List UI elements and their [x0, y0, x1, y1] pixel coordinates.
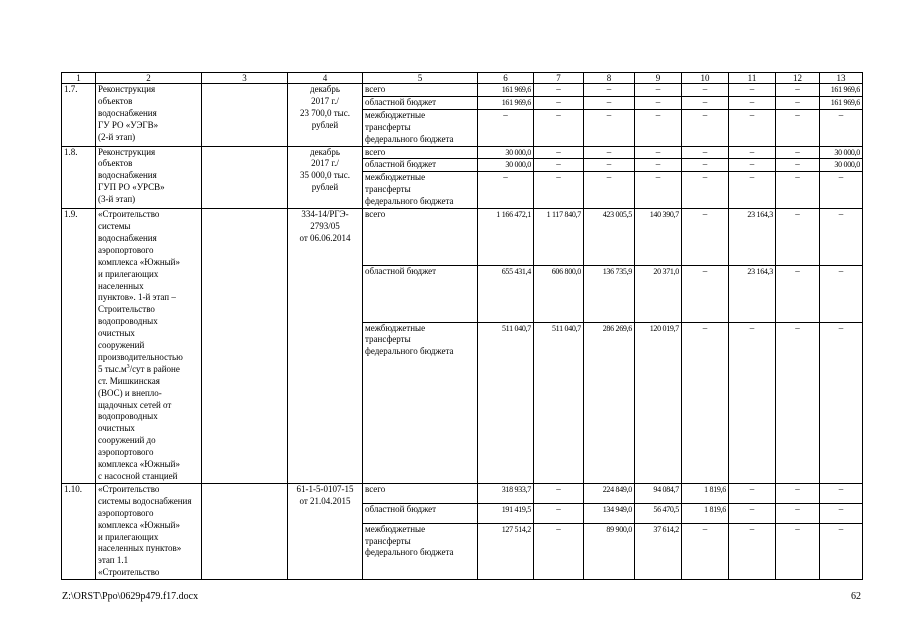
text-line: аэропортового: [98, 507, 154, 518]
text-line: с насосной станцией: [98, 471, 178, 481]
text-part: /сут в районе: [129, 363, 180, 374]
amount-cell: –: [682, 146, 729, 159]
amount-cell: –: [729, 523, 776, 580]
text-line: федерального бюджета: [365, 196, 454, 207]
text-line: системы водоснабжения: [98, 495, 192, 506]
text-line: Реконструкция: [98, 146, 156, 157]
column-number: 3: [202, 73, 288, 84]
amount-cell: 161 969,6: [478, 84, 534, 97]
empty-column-3: [202, 146, 288, 209]
text-line: межбюджетные: [365, 109, 426, 120]
amount-cell: –: [478, 172, 534, 209]
amount-cell: –: [584, 84, 635, 97]
text-line: декабрь: [310, 146, 340, 157]
funding-source: [363, 322, 478, 483]
doc-reference: [288, 146, 363, 209]
amount-cell: 1 819,6: [682, 483, 729, 503]
text-line: объектов: [98, 95, 133, 106]
column-number: 12: [776, 73, 820, 84]
table-row: [62, 483, 863, 503]
item-name: [96, 209, 202, 484]
amount-cell: –: [820, 503, 863, 523]
amount-cell: –: [820, 322, 863, 483]
text-line: 2793/05: [310, 220, 340, 231]
amount-cell: –: [729, 109, 776, 146]
text-line: от 06.06.2014: [299, 232, 351, 243]
funding-source: [363, 96, 478, 109]
empty-column-3: [202, 209, 288, 484]
amount-cell: 23 164,3: [729, 209, 776, 266]
text-line: 61-1-5-0107-15: [296, 483, 354, 494]
column-number: 6: [478, 73, 534, 84]
amount-cell: –: [635, 96, 682, 109]
text-line: «Строительство: [98, 209, 160, 220]
amount-cell: –: [682, 109, 729, 146]
text-line: рублей: [311, 119, 339, 130]
amount-cell: –: [682, 172, 729, 209]
amount-cell: –: [776, 209, 820, 266]
amount-cell: –: [682, 265, 729, 322]
text-line: комплекса «Южный»: [98, 519, 180, 530]
amount-cell: –: [534, 96, 584, 109]
amount-cell: –: [776, 523, 820, 580]
amount-cell: –: [776, 172, 820, 209]
column-number: 13: [820, 73, 863, 84]
amount-cell: –: [729, 96, 776, 109]
text-line: «Строительство: [98, 483, 160, 494]
amount-cell: 140 390,7: [635, 209, 682, 266]
empty-column-3: [202, 84, 288, 147]
text-line: областной бюджет: [365, 96, 437, 107]
text-line: аэропортового: [98, 244, 154, 255]
amount-cell: 1 819,6: [682, 503, 729, 523]
amount-cell: –: [584, 146, 635, 159]
text-line: всего: [365, 483, 386, 494]
amount-cell: –: [776, 265, 820, 322]
amount-cell: 1 117 840,7: [534, 209, 584, 266]
amount-cell: 161 969,6: [820, 84, 863, 97]
amount-cell: 134 949,0: [584, 503, 635, 523]
text-line: Реконструкция: [98, 84, 156, 94]
text-line: этап 1.1: [98, 555, 129, 566]
text-line: трансферты: [365, 334, 411, 345]
amount-cell: –: [776, 84, 820, 97]
text-line: 35 000,0 тыс.: [300, 170, 350, 181]
column-number: 10: [682, 73, 729, 84]
amount-cell: –: [729, 146, 776, 159]
doc-reference: [288, 84, 363, 147]
text-line: водоснабжения: [98, 232, 157, 243]
amount-cell: –: [534, 84, 584, 97]
text-line: ГУ РО «УЭГВ»: [98, 119, 159, 130]
text-line: комплекса «Южный»: [98, 256, 180, 267]
amount-cell: –: [584, 172, 635, 209]
text-line: областной бюджет: [365, 265, 437, 276]
amount-cell: –: [776, 483, 820, 503]
funding-source: [363, 209, 478, 266]
amount-cell: –: [635, 146, 682, 159]
item-number: 1.10.: [62, 483, 96, 579]
text-line: федерального бюджета: [365, 346, 454, 357]
item-number: 1.8.: [62, 146, 96, 209]
amount-cell: 127 514,2: [478, 523, 534, 580]
column-number-row: [62, 73, 863, 84]
amount-cell: 136 735,9: [584, 265, 635, 322]
funding-source: [363, 265, 478, 322]
amount-cell: 30 000,0: [820, 146, 863, 159]
text-line: водопроводных: [98, 411, 158, 422]
amount-cell: –: [820, 209, 863, 266]
amount-cell: –: [820, 109, 863, 146]
text-line: населенных: [98, 280, 144, 291]
text-line: объектов: [98, 158, 133, 169]
text-line: (ВОС) и внепло-: [98, 387, 162, 398]
amount-cell: 191 419,5: [478, 503, 534, 523]
text-line: межбюджетные: [365, 172, 426, 183]
item-number: 1.9.: [62, 209, 96, 484]
amount-cell: –: [584, 109, 635, 146]
table-row: [62, 146, 863, 159]
amount-cell: –: [635, 159, 682, 172]
funding-source: [363, 84, 478, 97]
amount-cell: –: [820, 483, 863, 503]
text-line: очистных: [98, 328, 135, 339]
item-name: [96, 84, 202, 147]
amount-cell: –: [776, 503, 820, 523]
text-line: всего: [365, 84, 386, 94]
funding-source: [363, 503, 478, 523]
text-line: щадочных сетей от: [98, 399, 172, 410]
amount-cell: –: [776, 322, 820, 483]
amount-cell: 161 969,6: [820, 96, 863, 109]
footer-page-number: 62: [851, 591, 861, 602]
amount-cell: –: [534, 483, 584, 503]
text-line: водопроводных: [98, 316, 158, 327]
funding-source: [363, 146, 478, 159]
text-line: сооружений до: [98, 435, 156, 446]
text-line: 334-14/РГЭ-: [301, 209, 349, 220]
text-line: (3-й этап): [98, 194, 136, 205]
doc-reference: [288, 209, 363, 484]
funding-source: [363, 523, 478, 580]
text-line-with-superscript: [98, 364, 199, 376]
amount-cell: –: [635, 172, 682, 209]
amount-cell: 286 269,6: [584, 322, 635, 483]
amount-cell: 1 166 472,1: [478, 209, 534, 266]
amount-cell: –: [584, 159, 635, 172]
funding-table: [61, 72, 863, 580]
item-name: [96, 483, 202, 579]
amount-cell: 224 849,0: [584, 483, 635, 503]
column-number: 9: [635, 73, 682, 84]
text-line: водоснабжения: [98, 170, 157, 181]
amount-cell: 511 040,7: [478, 322, 534, 483]
column-number: 4: [288, 73, 363, 84]
amount-cell: –: [534, 109, 584, 146]
column-number: 1: [62, 73, 96, 84]
column-number: 8: [584, 73, 635, 84]
text-line: межбюджетные: [365, 322, 426, 333]
empty-column-3: [202, 483, 288, 579]
text-line: федерального бюджета: [365, 547, 454, 558]
amount-cell: 655 431,4: [478, 265, 534, 322]
text-line: трансферты: [365, 535, 411, 546]
text-line: от 21.04.2015: [299, 495, 351, 506]
amount-cell: –: [682, 84, 729, 97]
funding-source: [363, 159, 478, 172]
text-line: трансферты: [365, 121, 411, 132]
amount-cell: 511 040,7: [534, 322, 584, 483]
text-line: всего: [365, 209, 386, 220]
amount-cell: –: [776, 159, 820, 172]
text-part: 5 тыс.м: [98, 363, 127, 374]
text-line: системы: [98, 220, 131, 231]
amount-cell: 56 470,5: [635, 503, 682, 523]
amount-cell: 606 800,0: [534, 265, 584, 322]
column-number: 2: [96, 73, 202, 84]
amount-cell: –: [584, 96, 635, 109]
text-line: трансферты: [365, 184, 411, 195]
amount-cell: 30 000,0: [820, 159, 863, 172]
text-line: и прилегающих: [98, 268, 159, 279]
text-line: аэропортового: [98, 447, 154, 458]
text-line: производительностью: [98, 351, 183, 362]
text-line: «Строительство: [98, 567, 160, 578]
amount-cell: –: [729, 322, 776, 483]
text-line: водоснабжения: [98, 107, 157, 118]
amount-cell: –: [820, 523, 863, 580]
text-line: 2017 г./: [311, 95, 339, 106]
amount-cell: –: [682, 322, 729, 483]
text-line: федерального бюджета: [365, 133, 454, 144]
amount-cell: 161 969,6: [478, 96, 534, 109]
text-line: всего: [365, 146, 386, 157]
funding-source: [363, 483, 478, 503]
doc-reference: [288, 483, 363, 579]
funding-source: [363, 109, 478, 146]
amount-cell: 30 000,0: [478, 159, 534, 172]
amount-cell: 37 614,2: [635, 523, 682, 580]
amount-cell: –: [729, 172, 776, 209]
text-line: ГУП РО «УРСВ»: [98, 182, 165, 193]
amount-cell: –: [534, 146, 584, 159]
item-name: [96, 146, 202, 209]
column-number: 5: [363, 73, 478, 84]
amount-cell: –: [776, 109, 820, 146]
text-line: межбюджетные: [365, 523, 426, 534]
text-line: областной бюджет: [365, 503, 437, 514]
amount-cell: –: [729, 159, 776, 172]
text-line: 23 700,0 тыс.: [300, 107, 350, 118]
funding-source: [363, 172, 478, 209]
text-line: рублей: [311, 182, 339, 193]
amount-cell: –: [635, 109, 682, 146]
amount-cell: –: [478, 109, 534, 146]
table-row: [62, 84, 863, 97]
amount-cell: –: [635, 84, 682, 97]
amount-cell: –: [729, 84, 776, 97]
amount-cell: 423 005,5: [584, 209, 635, 266]
amount-cell: –: [729, 483, 776, 503]
amount-cell: –: [534, 523, 584, 580]
amount-cell: –: [729, 503, 776, 523]
text-line: населенных пунктов»: [98, 543, 182, 554]
text-line: сооружений: [98, 340, 145, 351]
amount-cell: –: [776, 146, 820, 159]
text-line: декабрь: [310, 84, 340, 94]
amount-cell: –: [534, 172, 584, 209]
superscript: 3: [126, 363, 130, 370]
text-line: комплекса «Южный»: [98, 459, 180, 470]
column-number: 11: [729, 73, 776, 84]
text-line: и прилегающих: [98, 531, 159, 542]
amount-cell: 120 019,7: [635, 322, 682, 483]
text-line: Строительство: [98, 304, 155, 315]
amount-cell: –: [682, 159, 729, 172]
amount-cell: –: [682, 96, 729, 109]
table-row: [62, 209, 863, 266]
amount-cell: 30 000,0: [478, 146, 534, 159]
amount-cell: 23 164,3: [729, 265, 776, 322]
amount-cell: –: [820, 172, 863, 209]
footer-file-path: Z:\ORST\Ppo\0629p479.f17.docx: [62, 591, 199, 602]
amount-cell: –: [820, 265, 863, 322]
amount-cell: –: [682, 523, 729, 580]
text-line: ст. Мишкинская: [98, 375, 160, 386]
amount-cell: 20 371,0: [635, 265, 682, 322]
text-line: (2-й этап): [98, 131, 136, 142]
text-line: пунктов». 1-й этап –: [98, 292, 176, 303]
amount-cell: –: [682, 209, 729, 266]
amount-cell: –: [534, 159, 584, 172]
amount-cell: –: [534, 503, 584, 523]
amount-cell: –: [776, 96, 820, 109]
amount-cell: 89 900,0: [584, 523, 635, 580]
text-line: очистных: [98, 423, 135, 434]
text-line: областной бюджет: [365, 159, 437, 170]
text-line: 2017 г./: [311, 158, 339, 169]
item-number: 1.7.: [62, 84, 96, 147]
amount-cell: 94 084,7: [635, 483, 682, 503]
amount-cell: 318 933,7: [478, 483, 534, 503]
column-number: 7: [534, 73, 584, 84]
